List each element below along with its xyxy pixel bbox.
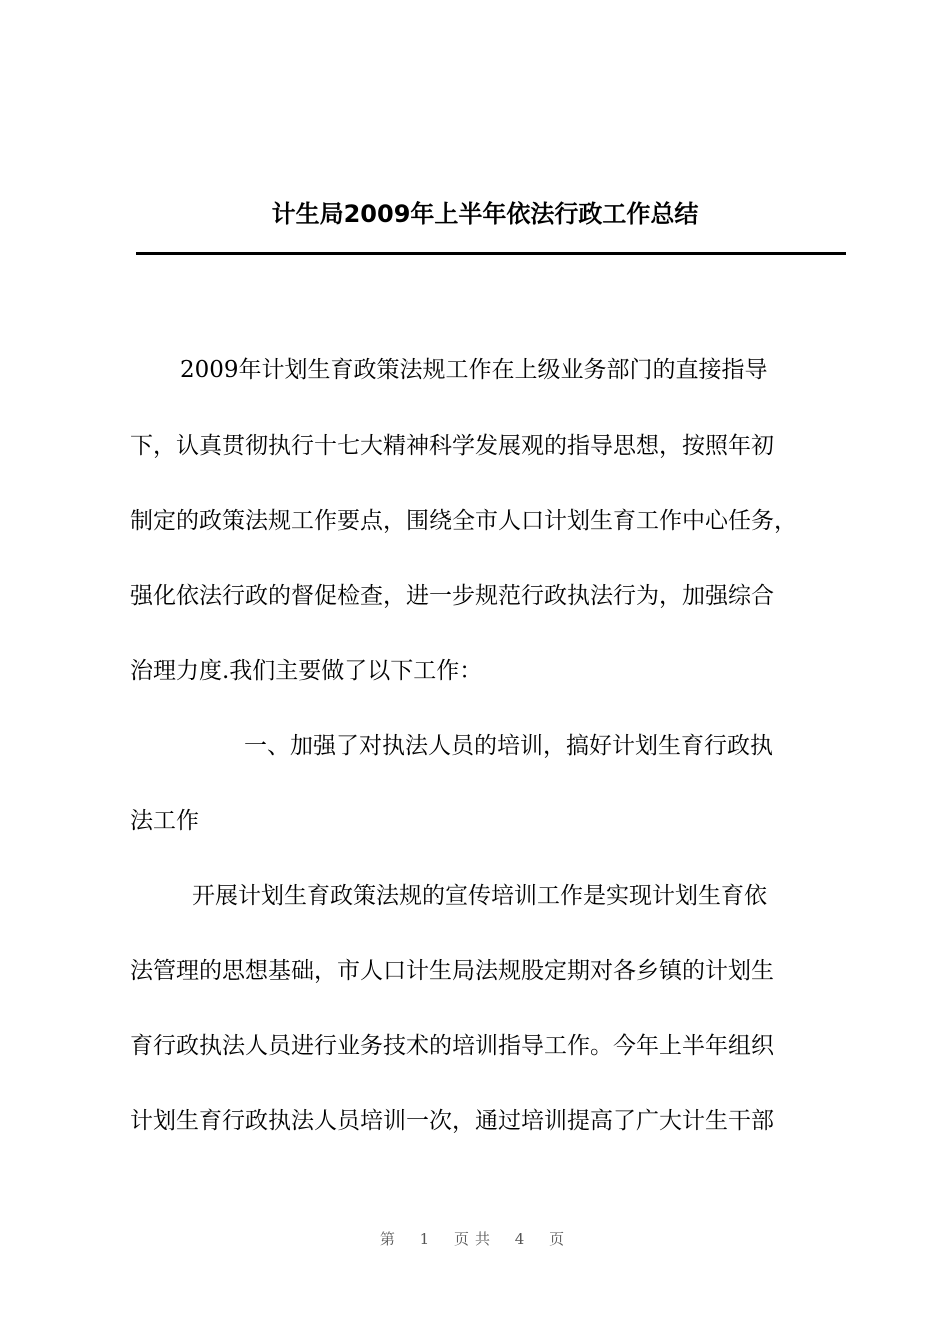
document-title: 计生局2009年上半年依法行政工作总结	[271, 200, 699, 228]
paragraph1-line-5: 治理力度.我们主要做了以下工作：	[130, 658, 483, 684]
paragraph1-line-4: 强化依法行政的督促检查，进一步规范行政执法行为，加强综合	[130, 583, 774, 609]
title-divider	[136, 252, 846, 255]
section1-heading-line-2: 法工作	[130, 808, 199, 834]
footer-total-pages: 4	[514, 1230, 531, 1248]
section1-heading-line-1: 一、加强了对执法人员的培训，搞好计划生育行政执	[244, 733, 773, 759]
footer-middle: 页共	[453, 1230, 496, 1248]
footer-current-page: 1	[419, 1230, 436, 1248]
paragraph2-line-1: 开展计划生育政策法规的宣传培训工作是实现计划生育依	[192, 883, 767, 909]
paragraph1-line-3: 制定的政策法规工作要点，围绕全市人口计划生育工作中心任务，	[130, 508, 797, 534]
paragraph1-line-2: 下，认真贯彻执行十七大精神科学发展观的指导思想，按照年初	[130, 433, 774, 459]
paragraph2-line-4: 计划生育行政执法人员培训一次，通过培训提高了广大计生干部	[130, 1108, 774, 1134]
footer-suffix: 页	[549, 1230, 571, 1248]
page-footer	[0, 1228, 950, 1249]
paragraph1-line-1: 2009年计划生育政策法规工作在上级业务部门的直接指导	[180, 357, 768, 383]
paragraph2-line-2: 法管理的思想基础，市人口计生局法规股定期对各乡镇的计划生	[130, 958, 774, 984]
footer-prefix: 第	[379, 1230, 401, 1248]
paragraph2-line-3: 育行政执法人员进行业务技术的培训指导工作。今年上半年组织	[130, 1033, 774, 1059]
